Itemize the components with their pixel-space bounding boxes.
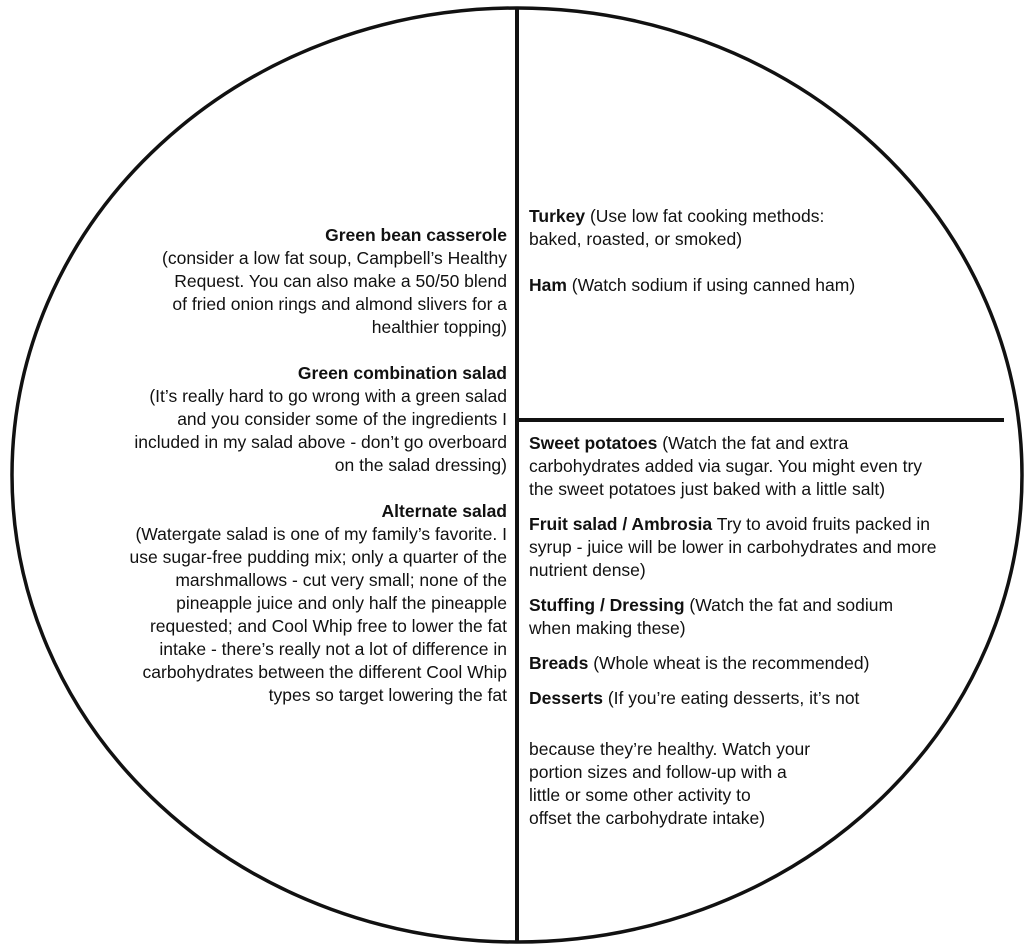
- item-title: Breads: [529, 653, 589, 673]
- item-title: Desserts: [529, 688, 603, 708]
- item-title: Fruit salad / Ambrosia: [529, 514, 713, 534]
- item-title: Green bean casserole: [325, 225, 507, 245]
- item-title: Stuffing / Dressing: [529, 595, 685, 615]
- item-note: (Use low fat cooking methods:: [585, 206, 825, 226]
- item-title: Sweet potatoes: [529, 433, 658, 453]
- item-note-line: of fried onion rings and almond slivers for a: [172, 294, 507, 314]
- item-turkey: [529, 205, 929, 251]
- bottom-right-section: [529, 432, 999, 710]
- top-right-section: [529, 205, 929, 297]
- item-note: (Whole wheat is the recommended): [588, 653, 870, 673]
- item-note-line: included in my salad above - don’t go overboard: [134, 432, 507, 452]
- item-note-line: little or some other activity to: [529, 785, 751, 805]
- item-title: Green combination salad: [297, 363, 507, 383]
- item-note: Try to avoid fruits packed in: [712, 514, 931, 534]
- item-note: (Watch the fat and extra: [657, 433, 849, 453]
- item-note-line: pineapple juice and only half the pineapple: [176, 593, 507, 613]
- item-note: (If you’re eating desserts, it’s not: [602, 688, 860, 708]
- desserts-continued: [529, 738, 889, 830]
- item-note-line: requested; and Cool Whip free to lower the fat: [149, 616, 507, 636]
- left-section: [47, 224, 507, 707]
- item-note-line: offset the carbohydrate intake): [529, 808, 766, 828]
- item-note-line: intake - there’s really not a lot of difference in: [159, 639, 507, 659]
- item-note-line: use sugar-free pudding mix; only a quarter of the: [129, 547, 507, 567]
- item-note-line: on the salad dressing): [334, 455, 507, 475]
- item-breads: [529, 652, 999, 675]
- item-note: (Watch the fat and sodium: [684, 595, 894, 615]
- item-note-line: types so target lowering the fat: [268, 685, 507, 705]
- item-note-line: because they’re healthy. Watch your: [529, 739, 811, 759]
- item-note: (Watch sodium if using canned ham): [566, 275, 856, 295]
- item-note-line: portion sizes and follow-up with a: [529, 762, 787, 782]
- item-ham: [529, 274, 929, 297]
- item-note-line: nutrient dense): [529, 560, 646, 580]
- item-title: Alternate salad: [381, 501, 507, 521]
- item-note-line: (Watergate salad is one of my family’s favorite. I: [135, 524, 507, 544]
- item-note-line: (consider a low fat soup, Campbell’s Healthy: [162, 248, 507, 268]
- item-stuffing: [529, 594, 999, 640]
- item-note-line: carbohydrates added via sugar. You might even try: [529, 456, 923, 476]
- item-green-bean-casserole: [47, 224, 507, 339]
- item-note-line: baked, roasted, or smoked): [529, 229, 743, 249]
- item-note-line: carbohydrates between the different Cool Whip: [142, 662, 507, 682]
- item-desserts: [529, 687, 999, 710]
- item-note-line: when making these): [529, 618, 686, 638]
- item-green-combination-salad: [47, 362, 507, 477]
- item-title: Turkey: [529, 206, 586, 226]
- item-title: Ham: [529, 275, 567, 295]
- item-sweet-potatoes: [529, 432, 999, 501]
- item-note-line: healthier topping): [371, 317, 507, 337]
- item-alternate-salad: [47, 500, 507, 707]
- item-note-line: Request. You can also make a 50/50 blend: [174, 271, 507, 291]
- item-fruit-salad: [529, 513, 999, 582]
- item-note-line: (It’s really hard to go wrong with a green salad: [149, 386, 507, 406]
- item-note-line: marshmallows - cut very small; none of the: [175, 570, 507, 590]
- item-note-line: and you consider some of the ingredients I: [177, 409, 507, 429]
- item-note-line: syrup - juice will be lower in carbohydrates and more: [529, 537, 937, 557]
- item-note-line: the sweet potatoes just baked with a little salt): [529, 479, 886, 499]
